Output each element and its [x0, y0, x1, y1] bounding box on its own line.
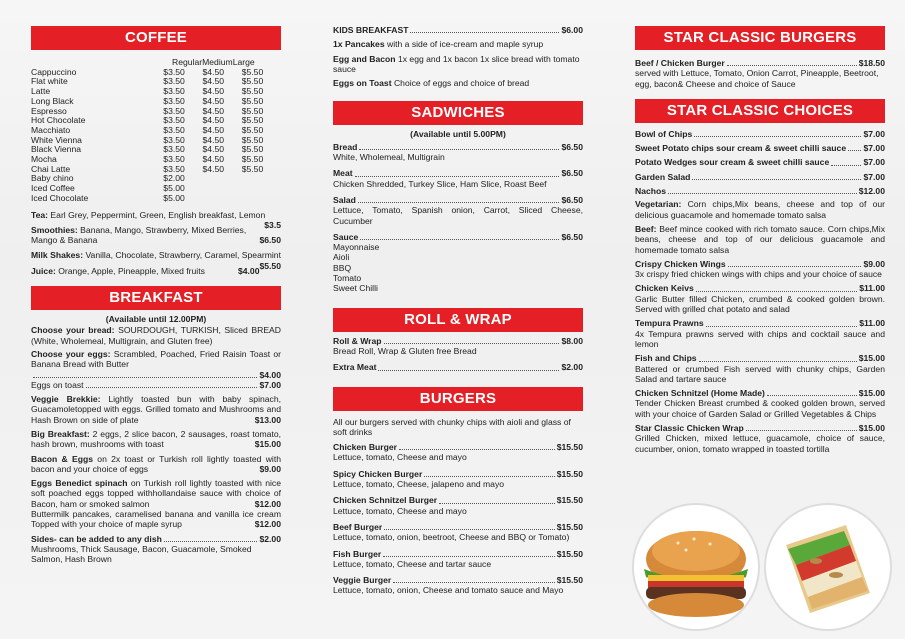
coffee-name: Mocha — [31, 154, 57, 165]
big-breakfast — [31, 429, 281, 450]
sauce-option: Aioli — [333, 252, 350, 263]
coffee-price: $5.50 — [241, 115, 264, 126]
burger-item — [333, 469, 583, 490]
kids-breakfast-row — [333, 25, 583, 35]
coffee-price: $3.50 — [163, 144, 185, 155]
burger-row — [333, 575, 583, 585]
coffee-price: $4.50 — [202, 66, 225, 77]
choice-price: $15.00 — [858, 388, 885, 399]
burger-price: $15.50 — [556, 548, 583, 559]
vegetarian-desc: Corn chips,Mix beans, cheese and top of our delicious guacamole and homemade tomato salsa — [635, 199, 885, 220]
eggs-toast-row — [31, 380, 281, 390]
coffee-name: Cappuccino — [31, 66, 77, 77]
vegetarian-label: Vegetarian: — [635, 199, 682, 210]
sides-price: $2.00 — [259, 533, 281, 544]
burger-item — [333, 495, 583, 516]
choice-name: Chicken Schnitzel (Home Made) — [635, 388, 765, 399]
burger-icon — [634, 505, 758, 629]
coffee-price: $4.50 — [202, 95, 225, 106]
sauce-option: BBQ — [333, 262, 352, 273]
roll-item — [333, 336, 583, 357]
sauce-option: Tomato — [333, 273, 362, 284]
star-burger-desc: served with Lettuce, Tomato, Onion Carrot, Pineapple, Beetroot, egg, bacon& Cheese and choice of Sauce — [635, 68, 879, 89]
coffee-price: $2.00 — [163, 173, 185, 184]
bacon-price: $9.00 — [259, 463, 281, 474]
roll-wrap-items — [333, 336, 583, 373]
choice-row — [635, 318, 885, 328]
dot-leader — [360, 239, 559, 240]
coffee-price: $4.50 — [202, 134, 225, 145]
size-regular: Regular — [172, 57, 203, 67]
coffee-price: $4.50 — [202, 154, 225, 165]
burger-price: $15.50 — [556, 575, 583, 586]
beef-label: Beef: — [635, 223, 657, 234]
sandwich-row — [333, 168, 583, 178]
bread-desc: SOURDOUGH, TURKISH, Sliced BREAD (White, Wholemeal, Multigrain, and Gluten free) — [31, 325, 281, 346]
coffee-price: $3.50 — [163, 95, 185, 106]
eggs-label: Choose your eggs: — [31, 348, 111, 359]
dot-leader — [694, 136, 861, 137]
choice-desc: Grilled Chicken, mixed lettuce, guacamole, choice of sauce, cucumber, onion, tomato wrapped in toasted tortilla — [635, 433, 885, 454]
choice-price: $11.00 — [859, 318, 885, 329]
bread-label: Choose your bread: — [31, 325, 115, 336]
coffee-name: Iced Coffee — [31, 183, 75, 194]
coffee-price: $4.50 — [202, 86, 225, 97]
burger-row — [333, 549, 583, 559]
choice-name: Crispy Chicken Wings — [635, 258, 726, 269]
eggs-choice-price-row — [31, 370, 281, 380]
burger-name: Chicken Burger — [333, 442, 397, 453]
veggie-price: $13.00 — [254, 414, 281, 425]
sandwich-name: Bread — [333, 141, 358, 152]
choice-row — [635, 259, 885, 269]
kids-pancakes — [333, 39, 583, 49]
sides-row — [31, 534, 281, 544]
coffee-price: $3.50 — [163, 76, 185, 87]
coffee-price: $4.50 — [202, 163, 225, 174]
sandwiches-note: (Available until 5.00PM) — [410, 129, 506, 140]
choice-name: Chicken Keivs — [635, 283, 694, 294]
burger-desc: Lettuce, tomato, Cheese and tartar sauce — [333, 558, 492, 569]
roll-row — [333, 336, 583, 346]
dot-leader — [696, 291, 857, 292]
coffee-price — [242, 194, 281, 204]
breakfast-note: (Available until 12.00PM) — [105, 314, 207, 325]
burger-name: Spicy Chicken Burger — [333, 468, 423, 479]
choice-name: Bowl of Chips — [635, 128, 693, 139]
dot-leader — [393, 582, 554, 583]
choice-price: $7.00 — [863, 157, 885, 168]
burger-row — [333, 442, 583, 452]
coffee-price: $5.00 — [163, 183, 185, 194]
choice-desc: 3x crispy fried chicken wings with chips and your choice of sauce — [635, 269, 882, 280]
kids-pancakes-desc: with a side of ice-cream and maple syrup — [384, 39, 544, 50]
sandwich-sauces — [333, 252, 583, 293]
sandwiches-banner: SADWICHES — [333, 101, 583, 125]
roll-price: $2.00 — [561, 362, 583, 373]
coffee-price: $5.50 — [241, 95, 264, 106]
drink-extra-desc: Banana, Mango, Strawberry, Mixed Berries, Mango & Banana — [31, 224, 247, 246]
veggie-desc: Lightly toasted bun with baby spinach, Guacamoletopped with eggs. Grilled tomato and Mushrooms and Hash Brown on side of plate — [31, 394, 282, 425]
pancake-price: $12.00 — [254, 519, 281, 530]
roll-desc: Bread Roll, Wrap & Gluten free Bread — [333, 345, 477, 356]
coffee-extras — [31, 210, 281, 276]
sandwich-item — [333, 168, 583, 189]
coffee-name: Black Vienna — [31, 144, 82, 155]
coffee-name: Flat white — [31, 76, 68, 87]
coffee-price: $3.50 — [163, 115, 185, 126]
burger-desc: Lettuce, tomato, Cheese and mayo — [333, 452, 467, 463]
bread-choice — [31, 325, 281, 346]
benedict-desc: on Turkish roll lightly toasted with nice soft poached eggs topped withhollandaise sauce with choice of Bacon, ham or smoked salmon — [31, 478, 281, 509]
drink-extra-label: Tea: — [31, 209, 49, 220]
coffee-row — [31, 194, 281, 204]
roll-row — [333, 362, 583, 372]
dot-leader — [384, 529, 555, 530]
kids-egg-bacon — [333, 54, 583, 75]
dot-leader — [384, 343, 560, 344]
eggs-benedict — [31, 478, 281, 509]
coffee-price — [203, 194, 242, 204]
coffee-price — [203, 174, 242, 184]
star-burger-name: Beef / Chicken Burger — [635, 58, 725, 68]
burger-item — [333, 522, 583, 543]
coffee-price: $3.50 — [163, 86, 185, 97]
choice-item — [635, 423, 885, 454]
choice-price: $7.00 — [863, 128, 885, 139]
coffee-price — [242, 174, 281, 184]
drink-extra-price: $5.50 — [259, 260, 281, 271]
dot-leader — [699, 361, 857, 362]
sauce-option: Sweet Chilli — [333, 283, 378, 294]
dot-leader — [767, 395, 857, 396]
dot-leader — [668, 193, 857, 194]
benedict-label: Eggs Benedict spinach — [31, 478, 128, 489]
size-medium: Medium — [202, 57, 233, 67]
vegetarian-nachos — [635, 199, 885, 220]
sandwich-name: Salad — [333, 194, 356, 205]
choice-name: Fish and Chips — [635, 353, 697, 364]
eggs-choice-price: $4.00 — [259, 369, 281, 380]
dot-leader — [378, 370, 559, 371]
choice-item — [635, 283, 885, 314]
veggie-brekkie — [31, 394, 281, 425]
burger-desc: Lettuce, tomato, onion, Cheese and tomato sauce and Mayo — [333, 585, 564, 596]
choice-row — [635, 143, 885, 153]
choice-price: $11.00 — [859, 283, 885, 294]
roll-name: Roll & Wrap — [333, 335, 382, 346]
choice-desc: Tender Chicken Breast crumbed & cooked golden brown, served with your choice of Garden Salad or Grilled Vegetables & Chips — [635, 398, 885, 419]
choice-price: $15.00 — [858, 423, 885, 434]
star-burger-row — [635, 58, 885, 68]
choice-name: Nachos — [635, 186, 667, 197]
coffee-price: $4.50 — [202, 124, 225, 135]
wrap-photo — [764, 503, 892, 631]
drink-extra-label: Smoothies: — [31, 224, 78, 235]
roll-name: Extra Meat — [333, 362, 377, 373]
veggie-label: Veggie Brekkie: — [31, 394, 101, 405]
coffee-price: $3.50 — [163, 134, 185, 145]
burger-name: Fish Burger — [333, 548, 382, 559]
sandwich-item — [333, 142, 583, 163]
sandwich-desc: White, Wholemeal, Multigrain — [333, 152, 445, 163]
sandwich-price: $6.50 — [561, 141, 583, 152]
drink-extra — [31, 266, 281, 276]
coffee-price: $5.50 — [241, 66, 264, 77]
roll-wrap-banner: ROLL & WRAP — [333, 308, 583, 332]
coffee-price: $4.50 — [202, 115, 225, 126]
sandwich-name: Meat — [333, 168, 353, 179]
kids-eggbacon-label: Egg and Bacon — [333, 53, 396, 64]
dot-leader — [359, 149, 559, 150]
burger-item — [333, 549, 583, 570]
choice-desc: Garlic Butter filled Chicken, crumbed & cooked golden brown. Served with grilled chat potato and salad — [635, 293, 885, 315]
star-burger-price: $18.50 — [858, 58, 885, 68]
coffee-price: $5.50 — [241, 134, 264, 145]
sandwich-item — [333, 195, 583, 226]
kids-eggs-toast — [333, 78, 583, 88]
coffee-name: Iced Chocolate — [31, 192, 89, 203]
burger-item — [333, 442, 583, 463]
burger-price: $15.50 — [556, 495, 583, 506]
dot-leader — [424, 476, 554, 477]
sandwich-row — [333, 232, 583, 242]
coffee-name: Long Black — [31, 95, 74, 106]
sandwich-desc: Lettuce, Tomato, Spanish onion, Carrot, Sliced Cheese, Cucumber — [333, 205, 583, 226]
benedict-price: $12.00 — [254, 498, 281, 509]
coffee-price: $5.50 — [241, 76, 264, 87]
coffee-name: Hot Chocolate — [31, 115, 86, 126]
sides-desc: Mushrooms, Thick Sausage, Bacon, Guacamole, Smoked Salmon, Hash Brown — [31, 543, 252, 565]
drink-extra-desc: Orange, Apple, Pineapple, Mixed fruits — [55, 265, 205, 276]
sandwich-price: $6.50 — [561, 194, 583, 205]
coffee-name: White Vienna — [31, 134, 82, 145]
coffee-price: $5.50 — [241, 154, 264, 165]
burger-name: Veggie Burger — [333, 575, 392, 586]
choice-desc: Battered or crumbed Fish served with chunky chips, Garden Salad and tartare sauce — [635, 363, 885, 384]
coffee-price: $5.00 — [163, 192, 185, 203]
choice-name: Garden Salad — [635, 171, 691, 182]
choice-price: $12.00 — [858, 186, 885, 197]
eggs-choice — [31, 349, 281, 370]
burger-row — [333, 495, 583, 505]
burger-name: Chicken Schnitzel Burger — [333, 495, 438, 506]
choice-price: $7.00 — [863, 143, 885, 154]
choice-row — [635, 283, 885, 293]
coffee-price: $4.50 — [202, 105, 225, 116]
coffee-price — [203, 184, 242, 194]
big-price: $15.00 — [254, 439, 281, 450]
eggs-desc: Scrambled, Poached, Fried Raisin Toast or Banana Bread with Butter — [31, 348, 281, 370]
dot-leader — [439, 503, 555, 504]
bacon-eggs — [31, 454, 281, 475]
sandwich-name: Sauce — [333, 231, 359, 242]
coffee-price: $3.50 — [163, 154, 185, 165]
pancakes — [31, 509, 281, 530]
burger-desc: Lettuce, tomato, onion, beetroot, Cheese and BBQ or Tomato) — [333, 532, 570, 543]
wrap-icon — [766, 505, 890, 629]
drink-extra-desc: Vanilla, Chocolate, Strawberry, Caramel, Spearmint — [83, 250, 281, 261]
eggs-toast-label: Eggs on toast — [31, 379, 84, 390]
choice-name: Sweet Potato chips sour cream & sweet chilli sauce — [635, 143, 847, 154]
big-desc: 2 eggs, 2 slice bacon, 2 sausages, roast tomato, hash brown, mushrooms with toast — [31, 429, 281, 450]
dot-leader — [831, 165, 861, 166]
bacon-desc: on 2x toast or Turkish roll lightly toasted with bacon and your choice of eggs — [31, 453, 281, 474]
breakfast-banner: BREAKFAST — [31, 286, 281, 310]
dot-leader — [706, 326, 858, 327]
coffee-price: $3.50 — [163, 163, 185, 174]
choice-item — [635, 318, 885, 349]
sandwich-desc: Chicken Shredded, Turkey Slice, Ham Slice, Roast Beef — [333, 178, 547, 189]
burgers-intro: All our burgers served with chunky chips with aioli and glass of soft drinks — [333, 416, 571, 437]
burgers-banner: BURGERS — [333, 387, 583, 411]
choice-price: $7.00 — [863, 171, 885, 182]
dot-leader — [728, 266, 862, 267]
kids-title: KIDS BREAKFAST — [333, 25, 409, 35]
burger-price: $15.50 — [556, 468, 583, 479]
choice-row — [635, 186, 885, 196]
choice-simple-items — [635, 129, 885, 196]
burger-row — [333, 469, 583, 479]
coffee-price — [242, 184, 281, 194]
drink-extra-price: $4.00 — [237, 265, 260, 276]
sandwich-desc: Mayonnaise — [333, 242, 380, 253]
column-middle — [333, 25, 583, 596]
sandwich-row — [333, 195, 583, 205]
choice-item — [635, 259, 885, 280]
big-label: Big Breakfast: — [31, 429, 90, 439]
choice-desc: 4x Tempura prawns served with chips and cocktail sauce and lemon — [635, 328, 885, 349]
burger-photo — [632, 503, 760, 631]
burger-price: $15.50 — [556, 521, 583, 532]
sandwich-item — [333, 232, 583, 253]
coffee-name: Macchiato — [31, 124, 71, 135]
choice-name: Star Classic Chicken Wrap — [635, 423, 744, 434]
roll-item — [333, 362, 583, 372]
drink-extra-label: Juice: — [31, 265, 56, 276]
drink-extra-price: $3.5 — [264, 219, 281, 230]
beef-nachos — [635, 224, 885, 255]
eggs-toast-price: $7.00 — [259, 379, 281, 390]
coffee-price: $5.50 — [241, 163, 264, 174]
kids-price: $6.00 — [561, 25, 583, 35]
coffee-price: $4.50 — [202, 76, 225, 87]
coffee-price: $3.50 — [163, 105, 185, 116]
pancake-desc: Buttermilk pancakes, caramelised banana and vanilla ice cream Topped with your choice of maple syrup — [31, 509, 281, 530]
burger-desc: Lettuce, tomato, Cheese, jalapeno and mayo — [333, 479, 505, 490]
bacon-label: Bacon & Eggs — [31, 453, 94, 464]
drink-extra — [31, 225, 281, 246]
coffee-price: $3.50 — [163, 66, 185, 77]
dot-leader — [848, 150, 861, 151]
coffee-name: Latte — [31, 86, 51, 97]
choice-items — [635, 259, 885, 454]
coffee-name: Baby chino — [31, 173, 74, 184]
beef-desc: Beef mince cooked with rich tomato sauce. Corn chips,Mix beans, cheese and top of our delicious guacamole and homemade tomato salsa — [635, 223, 885, 255]
sandwich-items — [333, 142, 583, 253]
choice-name: Tempura Prawns — [635, 318, 704, 329]
burger-desc: Lettuce, tomato, Cheese and mayo — [333, 505, 467, 516]
dot-leader — [383, 556, 554, 557]
kids-eggstoast-label: Eggs on Toast — [333, 78, 392, 89]
dot-leader — [399, 449, 555, 450]
coffee-banner: COFFEE — [31, 26, 281, 50]
choice-item — [635, 388, 885, 419]
choice-price: $9.00 — [863, 258, 885, 269]
coffee-price: $4.50 — [202, 144, 225, 155]
sandwich-price: $6.50 — [561, 168, 583, 179]
dot-leader — [355, 176, 560, 177]
roll-price: $8.00 — [561, 335, 583, 346]
coffee-price: $5.50 — [241, 144, 264, 155]
choice-row — [635, 388, 885, 398]
dot-leader — [746, 430, 857, 431]
drink-extra-label: Milk Shakes: — [31, 250, 84, 261]
coffee-price: $3.50 — [163, 124, 185, 135]
coffee-price: $5.50 — [241, 124, 264, 135]
sides-label: Sides- can be added to any dish — [31, 533, 162, 544]
dot-leader — [358, 202, 560, 203]
choice-price: $15.00 — [858, 353, 885, 364]
drink-extra-desc: Earl Grey, Peppermint, Green, English breakfast, Lemon — [48, 209, 266, 220]
choice-row — [635, 129, 885, 139]
dot-leader — [692, 179, 861, 180]
choice-name: Potato Wedges sour cream & sweet chilli sauce — [635, 157, 830, 168]
burger-items — [333, 442, 583, 596]
size-large: Large — [232, 57, 255, 67]
kids-eggstoast-desc: Choice of eggs and choice of bread — [391, 78, 530, 89]
choice-row — [635, 353, 885, 363]
burger-name: Beef Burger — [333, 521, 383, 532]
star-choices-banner: STAR CLASSIC CHOICES — [635, 99, 885, 123]
coffee-name: Espresso — [31, 105, 67, 116]
kids-pancakes-label: 1x Pancakes — [333, 39, 385, 50]
burger-row — [333, 522, 583, 532]
column-left — [31, 26, 281, 565]
choice-row — [635, 172, 885, 182]
sandwich-row — [333, 142, 583, 152]
drink-extra-price: $6.50 — [259, 235, 281, 246]
choice-item — [635, 353, 885, 384]
sandwich-price: $6.50 — [561, 231, 583, 242]
burger-item — [333, 575, 583, 596]
burger-price: $15.50 — [556, 442, 583, 453]
coffee-price: $5.50 — [241, 105, 264, 116]
kids-eggbacon-desc: 1x egg and 1x bacon 1x slice bread with tomato sauce — [333, 53, 580, 74]
star-burgers-banner: STAR CLASSIC BURGERS — [635, 26, 885, 50]
choice-row — [635, 423, 885, 433]
coffee-name: Chai Latte — [31, 163, 71, 174]
coffee-items — [31, 68, 281, 204]
choice-row — [635, 157, 885, 167]
column-right — [635, 26, 885, 454]
coffee-price: $5.50 — [241, 86, 264, 97]
